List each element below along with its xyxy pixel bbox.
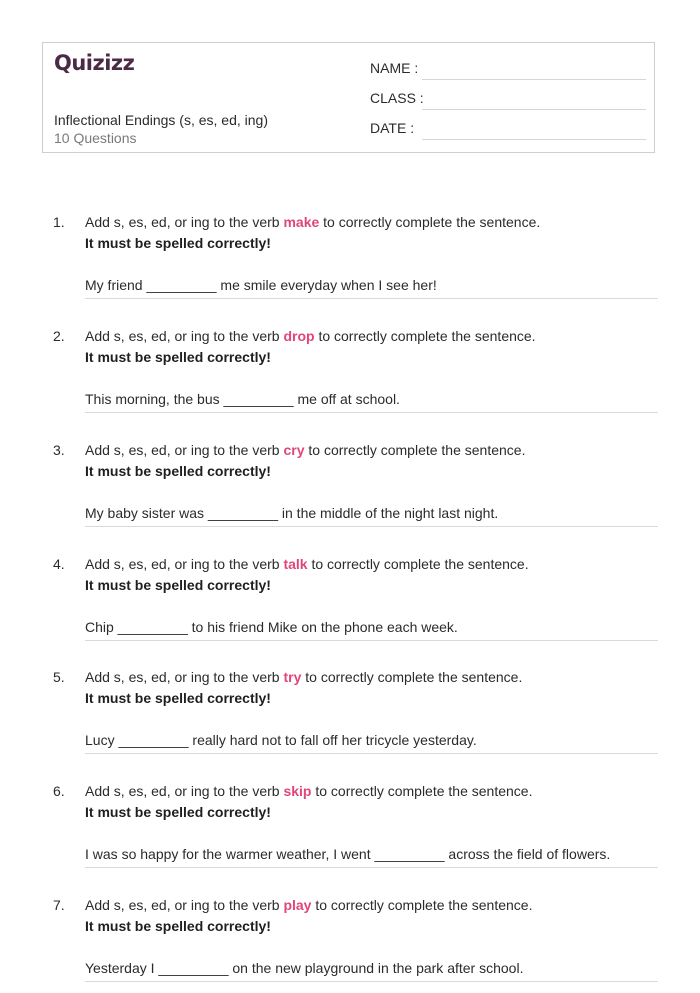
answer-sentence[interactable]: Chip _________ to his friend Mike on the phone each week. bbox=[85, 619, 658, 641]
question-2 bbox=[0, 328, 700, 424]
spelling-rule: It must be spelled correctly! bbox=[85, 235, 271, 251]
question-number: 2. bbox=[53, 328, 65, 344]
worksheet-title: Inflectional Endings (s, es, ed, ing) bbox=[54, 112, 269, 128]
date-field[interactable] bbox=[370, 120, 646, 140]
question-prompt bbox=[85, 556, 529, 572]
question-number: 6. bbox=[53, 783, 65, 799]
prompt-text-end: to correctly complete the sentence. bbox=[304, 442, 526, 458]
question-5 bbox=[0, 669, 700, 765]
question-number: 5. bbox=[53, 669, 65, 685]
question-6 bbox=[0, 783, 700, 879]
prompt-text-end: to correctly complete the sentence. bbox=[311, 783, 533, 799]
question-count: 10 Questions bbox=[54, 130, 137, 146]
answer-sentence[interactable]: My friend _________ me smile everyday when I see her! bbox=[85, 277, 658, 299]
question-prompt bbox=[85, 442, 525, 458]
question-number: 1. bbox=[53, 214, 65, 230]
question-prompt bbox=[85, 669, 522, 685]
class-field[interactable] bbox=[370, 90, 646, 110]
answer-sentence[interactable]: Yesterday I _________ on the new playground in the park after school. bbox=[85, 960, 658, 982]
question-7 bbox=[0, 897, 700, 993]
verb-highlight: skip bbox=[283, 783, 312, 799]
question-4 bbox=[0, 556, 700, 652]
verb-highlight: drop bbox=[283, 328, 315, 344]
question-prompt bbox=[85, 783, 532, 799]
prompt-text: Add s, es, ed, or ing to the verb bbox=[85, 783, 284, 799]
question-number: 4. bbox=[53, 556, 65, 572]
verb-highlight: play bbox=[283, 897, 312, 913]
name-label: NAME : bbox=[370, 60, 419, 76]
date-label: DATE : bbox=[370, 120, 415, 136]
prompt-text: Add s, es, ed, or ing to the verb bbox=[85, 442, 284, 458]
prompt-text: Add s, es, ed, or ing to the verb bbox=[85, 556, 284, 572]
spelling-rule: It must be spelled correctly! bbox=[85, 577, 271, 593]
name-line[interactable] bbox=[422, 79, 646, 80]
prompt-text-end: to correctly complete the sentence. bbox=[301, 669, 523, 685]
prompt-text-end: to correctly complete the sentence. bbox=[319, 214, 541, 230]
prompt-text-end: to correctly complete the sentence. bbox=[311, 897, 533, 913]
question-prompt bbox=[85, 328, 536, 344]
answer-sentence[interactable]: My baby sister was _________ in the middle of the night last night. bbox=[85, 505, 658, 527]
verb-highlight: cry bbox=[283, 442, 305, 458]
spelling-rule: It must be spelled correctly! bbox=[85, 804, 271, 820]
prompt-text-end: to correctly complete the sentence. bbox=[314, 328, 536, 344]
prompt-text-end: to correctly complete the sentence. bbox=[307, 556, 529, 572]
question-3 bbox=[0, 442, 700, 538]
prompt-text: Add s, es, ed, or ing to the verb bbox=[85, 214, 284, 230]
name-field[interactable] bbox=[370, 60, 646, 80]
prompt-text: Add s, es, ed, or ing to the verb bbox=[85, 897, 284, 913]
verb-highlight: make bbox=[283, 214, 320, 230]
quizizz-logo: Quizizz bbox=[54, 51, 135, 75]
question-prompt bbox=[85, 214, 540, 230]
class-label: CLASS : bbox=[370, 90, 424, 106]
question-number: 7. bbox=[53, 897, 65, 913]
answer-sentence[interactable]: I was so happy for the warmer weather, I went _________ across the field of flowers. bbox=[85, 846, 658, 868]
date-line[interactable] bbox=[422, 139, 646, 140]
question-prompt bbox=[85, 897, 532, 913]
prompt-text: Add s, es, ed, or ing to the verb bbox=[85, 669, 284, 685]
question-1 bbox=[0, 214, 700, 310]
spelling-rule: It must be spelled correctly! bbox=[85, 463, 271, 479]
question-number: 3. bbox=[53, 442, 65, 458]
verb-highlight: talk bbox=[283, 556, 308, 572]
spelling-rule: It must be spelled correctly! bbox=[85, 349, 271, 365]
spelling-rule: It must be spelled correctly! bbox=[85, 918, 271, 934]
verb-highlight: try bbox=[283, 669, 302, 685]
prompt-text: Add s, es, ed, or ing to the verb bbox=[85, 328, 284, 344]
worksheet-header bbox=[42, 42, 655, 153]
spelling-rule: It must be spelled correctly! bbox=[85, 690, 271, 706]
answer-sentence[interactable]: This morning, the bus _________ me off at school. bbox=[85, 391, 658, 413]
class-line[interactable] bbox=[422, 109, 646, 110]
answer-sentence[interactable]: Lucy _________ really hard not to fall off her tricycle yesterday. bbox=[85, 732, 658, 754]
